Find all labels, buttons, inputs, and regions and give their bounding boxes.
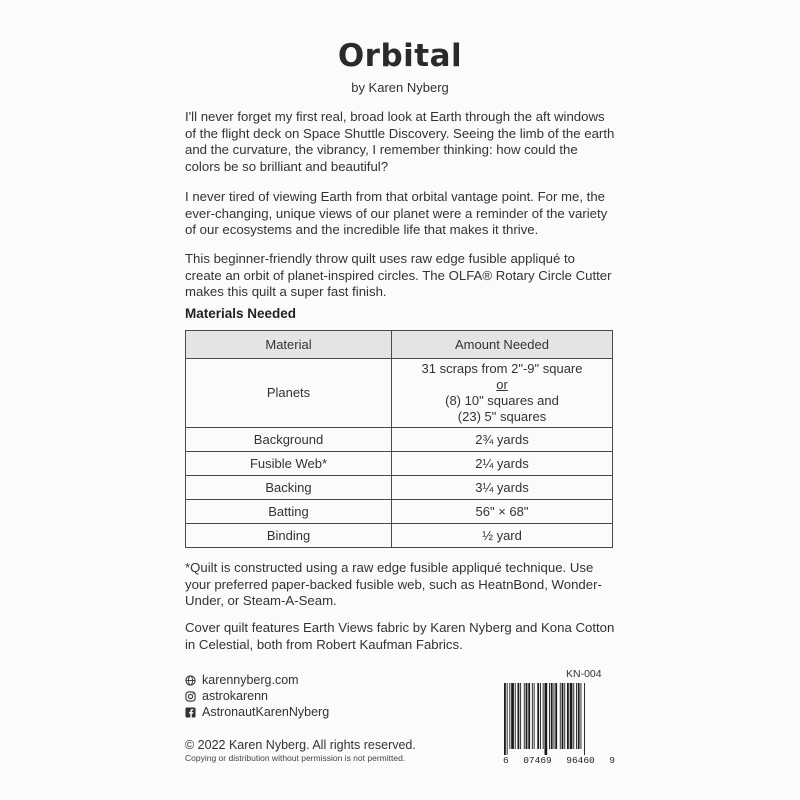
intro-paragraph-1: I'll never forget my first real, broad look at Earth through the aft windows of the flight deck on Space Shuttle Discovery. Seeing the limb of the earth and the curvature, the vibrancy, I remember thinking: how could the colors be so brilliant and beautiful? bbox=[185, 109, 615, 174]
material-cell: Background bbox=[186, 428, 392, 452]
material-cell: Fusible Web* bbox=[186, 452, 392, 476]
material-cell: Binding bbox=[186, 524, 392, 548]
intro-paragraph-3: This beginner-friendly throw quilt uses raw edge fusible appliqué to create an orbit of planet-inspired circles. The OLFA® Rotary Circle Cutter makes this quilt a super fast finish. bbox=[185, 251, 612, 299]
barcode-digit-group: 96460 bbox=[566, 755, 595, 766]
barcode-bar bbox=[576, 683, 577, 749]
barcode-digit-group: 6 bbox=[503, 755, 509, 766]
instagram-line[interactable] bbox=[185, 689, 268, 703]
barcode-bar bbox=[518, 683, 520, 749]
barcode-bar bbox=[543, 683, 544, 749]
copy-notice: Copying or distribution without permission is not permitted. bbox=[185, 753, 406, 763]
facebook-page[interactable]: AstronautKarenNyberg bbox=[202, 705, 330, 719]
barcode-bar bbox=[528, 683, 530, 749]
table-row bbox=[186, 476, 613, 500]
barcode-bar bbox=[560, 683, 561, 749]
table-header-row bbox=[186, 331, 613, 359]
column-header-material: Material bbox=[186, 331, 392, 359]
table-row bbox=[186, 524, 613, 548]
amount-cell: 2¼ yards bbox=[392, 452, 613, 476]
barcode-bar bbox=[520, 683, 521, 749]
materials-heading: Materials Needed bbox=[185, 306, 297, 321]
barcode-bar bbox=[526, 683, 528, 749]
website-link[interactable]: karennyberg.com bbox=[202, 673, 299, 687]
barcode-bar bbox=[545, 683, 548, 755]
barcode-bar bbox=[540, 683, 541, 749]
barcode-bar bbox=[584, 683, 585, 755]
barcode-digit-group: 07469 bbox=[523, 755, 552, 766]
barcode-digits bbox=[503, 755, 615, 766]
barcode-bar bbox=[581, 683, 582, 749]
author-byline: by Karen Nyberg bbox=[351, 80, 449, 95]
footnote-paragraph: *Quilt is constructed using a raw edge fusible appliqué technique. Use your preferred paper-backed fusible web, such as HeatnBond, Wonder-Under, or Steam-A-Seam. bbox=[185, 560, 602, 608]
barcode-bar bbox=[578, 683, 580, 749]
barcode-bar bbox=[532, 683, 533, 749]
barcode-digit-group: 9 bbox=[609, 755, 615, 766]
barcode-bar bbox=[564, 683, 565, 749]
barcode-bar bbox=[570, 683, 573, 749]
column-header-amount: Amount Needed bbox=[392, 331, 613, 359]
copyright-text: © 2022 Karen Nyberg. All rights reserved. bbox=[185, 738, 416, 752]
barcode-bar bbox=[549, 683, 550, 749]
barcode-bar bbox=[524, 683, 525, 749]
barcode-bar bbox=[562, 683, 564, 749]
product-code: KN-004 bbox=[566, 668, 602, 680]
intro-paragraph-2: I never tired of viewing Earth from that orbital vantage point. For me, the ever-changing, unique views of our planet were a reminder of the variety of our ecosystems and the incredible life that makes it thrive. bbox=[185, 189, 608, 237]
barcode-bar bbox=[555, 683, 557, 749]
amount-cell bbox=[392, 359, 613, 428]
barcode-bar bbox=[554, 683, 555, 749]
or-divider: or bbox=[496, 377, 508, 392]
material-cell: Backing bbox=[186, 476, 392, 500]
barcode-bar bbox=[534, 683, 535, 749]
materials-table bbox=[185, 330, 613, 548]
barcode-bar bbox=[573, 683, 574, 749]
barcode-bar bbox=[551, 683, 553, 749]
amount-line: (23) 5" squares bbox=[457, 409, 547, 424]
amount-cell: 3¼ yards bbox=[392, 476, 613, 500]
amount-cell: 56" × 68" bbox=[392, 500, 613, 524]
material-cell: Batting bbox=[186, 500, 392, 524]
table-row bbox=[186, 500, 613, 524]
amount-line: 31 scraps from 2"-9" square bbox=[421, 361, 583, 376]
amount-cell: ½ yard bbox=[392, 524, 613, 548]
barcode-bar bbox=[511, 683, 514, 749]
barcode-bar bbox=[567, 683, 569, 749]
barcode-bar bbox=[509, 683, 510, 749]
material-cell: Planets bbox=[186, 359, 392, 428]
barcode-bar bbox=[537, 683, 539, 749]
globe-icon bbox=[185, 675, 196, 686]
table-row bbox=[186, 428, 613, 452]
instagram-handle[interactable]: astrokarenn bbox=[202, 689, 269, 703]
table-row bbox=[186, 452, 613, 476]
facebook-line[interactable] bbox=[185, 705, 329, 719]
instagram-icon bbox=[185, 691, 196, 702]
barcode-bar bbox=[504, 683, 506, 755]
barcode-bar bbox=[507, 683, 508, 755]
amount-cell: 2¾ yards bbox=[392, 428, 613, 452]
facebook-icon bbox=[185, 707, 196, 718]
barcode bbox=[503, 683, 613, 758]
table-row bbox=[186, 359, 613, 428]
barcode-bar bbox=[515, 683, 516, 749]
page-title: Orbital bbox=[337, 38, 463, 74]
website-line[interactable] bbox=[185, 673, 299, 687]
cover-note-paragraph: Cover quilt features Earth Views fabric by Karen Nyberg and Kona Cotton in Celestial, both from Robert Kaufman Fabrics. bbox=[185, 620, 615, 652]
amount-line: (8) 10" squares and bbox=[445, 393, 559, 408]
